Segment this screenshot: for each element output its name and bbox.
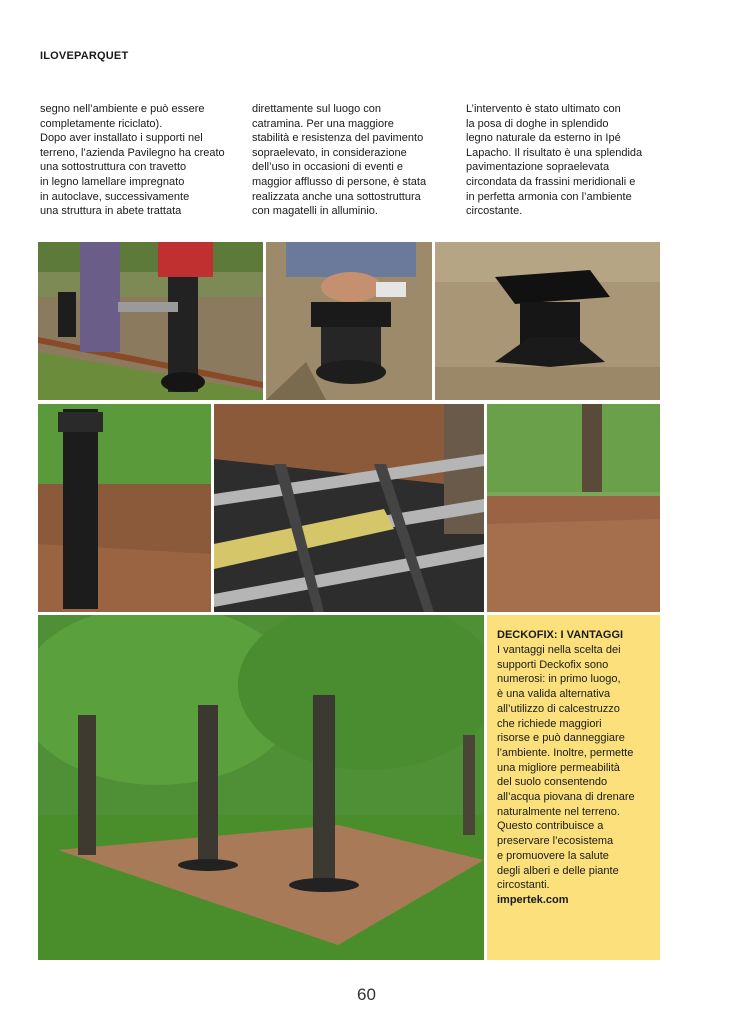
text-line: circostante. — [466, 205, 523, 218]
text-line: stabilità e resistenza del pavimento — [252, 132, 424, 145]
text-line: dell’uso in occasioni di eventi e — [252, 161, 404, 174]
text-line: legno naturale da esterno in Ipé — [466, 132, 621, 145]
text-line: circondata da frassini meridionali e — [466, 175, 636, 188]
sidebar-title: DECKOFIX: I VANTAGGI — [497, 629, 624, 641]
sidebar-line: all’utilizzo di calcestruzzo — [497, 702, 620, 715]
photo-adjusting-support — [266, 242, 432, 400]
photo-substructure — [214, 404, 484, 612]
impertek-link[interactable]: impertek.com — [497, 893, 569, 906]
sidebar-line: è una valida alternativa — [497, 688, 611, 701]
text-line: una sottostruttura con travetto — [40, 161, 187, 174]
text-line: segno nell’ambiente e può essere — [40, 103, 205, 115]
text-column-1 — [40, 102, 240, 219]
photo-deckofix-support — [435, 242, 660, 400]
text-line: in legno lamellare impregnato — [40, 175, 185, 188]
text-line: una struttura in abete trattata — [40, 205, 182, 218]
text-column-2 — [252, 102, 452, 219]
text-line: sopraelevato, in considerazione — [252, 146, 407, 159]
text-line: direttamente sul luogo con — [252, 103, 382, 115]
text-line: pavimentazione sopraelevata — [466, 161, 610, 174]
text-column-3 — [466, 102, 666, 219]
sidebar-line: supporti Deckofix sono — [497, 658, 609, 671]
text-line: la posa di doghe in splendido — [466, 117, 609, 130]
text-line: con magatelli in alluminio. — [252, 205, 378, 218]
sidebar-line: Questo contribuisce a — [497, 820, 604, 833]
sidebar-line: numerosi: in primo luogo, — [497, 673, 621, 686]
page-number: 60 — [357, 985, 376, 1004]
sidebar-line: I vantaggi nella scelta dei — [497, 644, 621, 656]
sidebar-line: che richiede maggiori — [497, 717, 602, 730]
text-line: realizzata anche una sottostruttura — [252, 190, 421, 203]
text-line: Lapacho. Il risultato è una splendida — [466, 146, 643, 159]
photo-drilling-support — [38, 242, 263, 400]
sidebar-line: e promuovere la salute — [497, 849, 609, 862]
sidebar-line: del suolo consentendo — [497, 776, 608, 789]
sidebar-line: circostanti. — [497, 879, 550, 892]
photo-support-closeup — [38, 404, 211, 612]
sidebar-line: risorse e può danneggiare — [497, 732, 625, 745]
sidebar-body — [497, 643, 650, 893]
sidebar-line: all’acqua piovana di drenare — [497, 791, 635, 804]
sidebar-line: preservare l’ecosistema — [497, 835, 614, 848]
text-line: Dopo aver installato i supporti nel — [40, 132, 203, 145]
magazine-header: ILOVEPARQUET — [40, 50, 129, 62]
text-line: in perfetta armonia con l’ambiente — [466, 190, 632, 203]
text-line: L’intervento è stato ultimato con — [466, 103, 621, 115]
text-line: maggior afflusso di persone, è stata — [252, 175, 427, 188]
photo-deck-under-trees — [38, 615, 484, 960]
text-line: completamente riciclato). — [40, 117, 163, 130]
text-line: in autoclave, successivamente — [40, 190, 190, 203]
sidebar-line: l’ambiente. Inoltre, permette — [497, 746, 634, 759]
text-line: catramina. Per una maggiore — [252, 117, 394, 130]
sidebar-deckofix — [487, 615, 660, 960]
photo-finished-deck — [487, 404, 660, 612]
sidebar-line: una migliore permeabilità — [497, 761, 620, 774]
sidebar-line: degli alberi e delle piante — [497, 864, 619, 877]
sidebar-line: naturalmente nel terreno. — [497, 805, 620, 818]
text-line: terreno, l’azienda Pavilegno ha creato — [40, 146, 225, 159]
